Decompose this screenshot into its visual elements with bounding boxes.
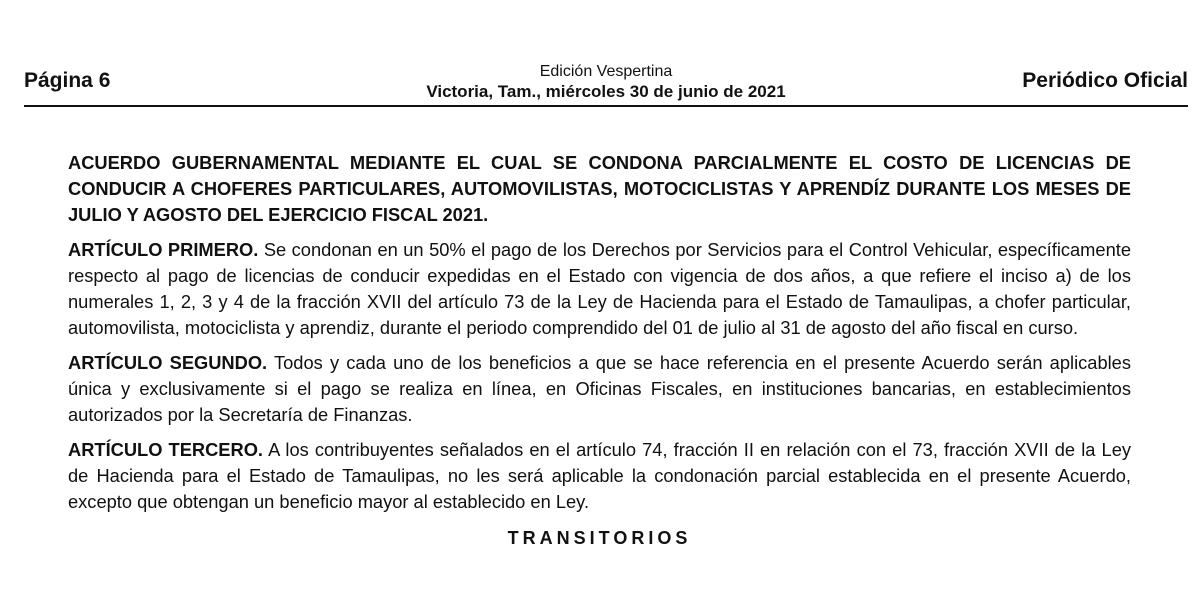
page-header	[24, 58, 1188, 108]
document-title: ACUERDO GUBERNAMENTAL MEDIANTE EL CUAL SE CONDONA PARCIALMENTE EL COSTO DE LICENCIAS DE CONDUCIR A CHOFERES PARTICULARES, AUTOMOVILISTAS, MOTOCICLISTAS Y APRENDÍZ DURANTE LOS MESES DE JULIO Y AGOSTO DEL EJERCICIO FISCAL 2021.	[68, 152, 1131, 225]
article-tercero	[68, 437, 1131, 515]
article-primero	[68, 237, 1131, 341]
article-segundo	[68, 350, 1131, 428]
article-text: A los contribuyentes señalados en el artículo 74, fracción II en relación con el 73, fracción XVII de la Ley de Hacienda para el Estado de Tamaulipas, no les será aplicable la condonación parcial establecida en el presente Acuerdo, excepto que obtengan un beneficio mayor al establecido en Ley.	[68, 439, 1131, 512]
place-date: Victoria, Tam., miércoles 30 de junio de 2021	[426, 82, 786, 101]
section-heading-transitorios: TRANSITORIOS	[507, 528, 692, 548]
header-divider	[24, 105, 1188, 107]
edition-label: Edición Vespertina	[539, 63, 673, 80]
article-label: ARTÍCULO TERCERO.	[68, 439, 264, 460]
article-text: Se condonan en un 50% el pago de los Derechos por Servicios para el Control Vehicular, específicamente respecto al pago de licencias de conducir expedidas en el Estado con vigencia de dos años, a que refiere el inciso a) de los numerales 1, 2, 3 y 4 de la fracción XVII del artículo 73 de la Ley de Hacienda para el Estado de Tamaulipas, a chofer particular, automovilista, motociclista y aprendiz, durante el periodo comprendido del 01 de julio al 31 de agosto del año fiscal en curso.	[68, 239, 1131, 338]
edition-block	[24, 62, 1188, 102]
article-label: ARTÍCULO PRIMERO.	[68, 239, 259, 260]
document-body	[68, 150, 1131, 551]
publication-name: Periódico Oficial	[1022, 69, 1188, 92]
article-label: ARTÍCULO SEGUNDO.	[68, 352, 268, 373]
article-text: Todos y cada uno de los beneficios a que se hace referencia en el presente Acuerdo serán aplicables única y exclusivamente si el pago se realiza en línea, en Oficinas Fiscales, en instituciones bancarias, en establecimientos autorizados por la Secretaría de Finanzas.	[68, 352, 1131, 425]
page-number: Página 6	[24, 69, 111, 92]
